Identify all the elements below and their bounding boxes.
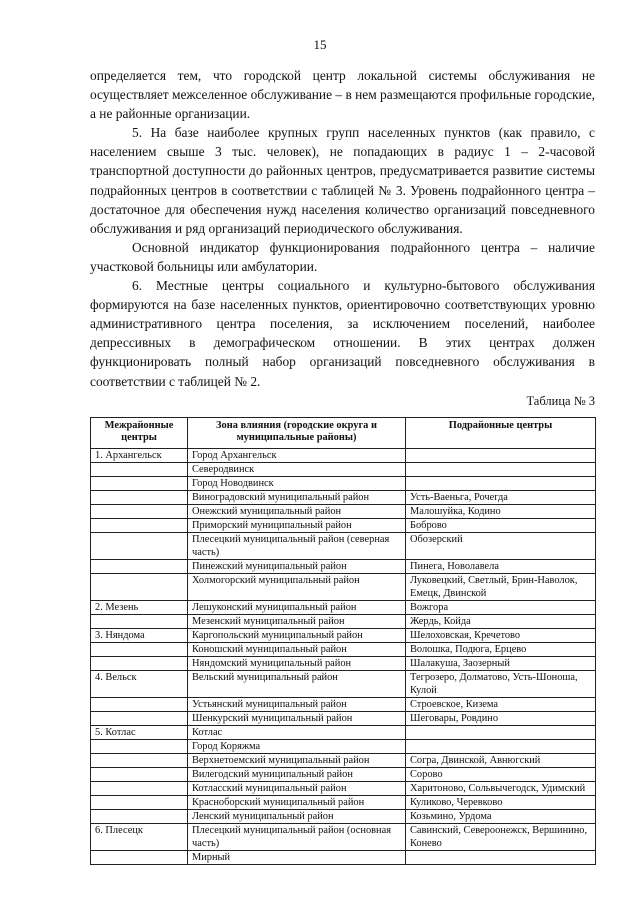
cell-center (91, 559, 188, 573)
cell-subcenters (406, 476, 596, 490)
cell-subcenters (406, 739, 596, 753)
cell-zone: Пинежский муниципальный район (188, 559, 406, 573)
header-intercenters: Межрайонные центры (91, 417, 188, 448)
cell-zone: Приморский муниципальный район (188, 518, 406, 532)
cell-subcenters: Шалакуша, Заозерный (406, 656, 596, 670)
table-row (91, 614, 596, 628)
table-row (91, 504, 596, 518)
cell-center (91, 711, 188, 725)
cell-subcenters: Козьмино, Урдома (406, 809, 596, 823)
table-row (91, 697, 596, 711)
cell-zone: Лешуконский муниципальный район (188, 600, 406, 614)
cell-center: 4. Вельск (91, 670, 188, 697)
cell-subcenters (406, 448, 596, 462)
cell-subcenters: Строевское, Кизема (406, 697, 596, 711)
header-subcenters: Подрайонные центры (406, 417, 596, 448)
table-row (91, 739, 596, 753)
cell-center (91, 753, 188, 767)
cell-center: 6. Плесецк (91, 823, 188, 850)
table-row (91, 448, 596, 462)
table-row (91, 711, 596, 725)
table-row (91, 600, 596, 614)
table-body (91, 448, 596, 864)
cell-center: 1. Архангельск (91, 448, 188, 462)
table-header-row (91, 417, 596, 448)
paragraph: Основной индикатор функционирования подрайонного центра – наличие участковой больницы или амбулатории. (90, 239, 595, 274)
cell-center (91, 532, 188, 559)
cell-zone: Мезенский муниципальный район (188, 614, 406, 628)
cell-zone: Холмогорский муниципальный район (188, 573, 406, 600)
table-row (91, 725, 596, 739)
cell-center: 2. Мезень (91, 600, 188, 614)
paragraphs (90, 66, 595, 391)
table-row (91, 850, 596, 864)
cell-subcenters: Шелоховская, Кречетово (406, 628, 596, 642)
header-zone: Зона влияния (городские округа и муниципальные районы) (188, 417, 406, 448)
table-row (91, 532, 596, 559)
cell-subcenters (406, 462, 596, 476)
cell-zone: Устьянский муниципальный район (188, 697, 406, 711)
cell-zone: Город Новодвинск (188, 476, 406, 490)
page-number: 15 (313, 37, 327, 52)
cell-zone: Шенкурский муниципальный район (188, 711, 406, 725)
table-row (91, 781, 596, 795)
cell-center (91, 656, 188, 670)
cell-center (91, 573, 188, 600)
cell-center (91, 850, 188, 864)
cell-subcenters: Куликово, Черевково (406, 795, 596, 809)
cell-subcenters: Савинский, Североонежск, Вершинино, Конево (406, 823, 596, 850)
cell-center (91, 781, 188, 795)
cell-center (91, 462, 188, 476)
cell-zone: Северодвинск (188, 462, 406, 476)
subdistrict-centers-table (90, 417, 596, 865)
cell-zone: Мирный (188, 850, 406, 864)
cell-subcenters: Вожгора (406, 600, 596, 614)
cell-zone: Онежский муниципальный район (188, 504, 406, 518)
table-row (91, 670, 596, 697)
cell-subcenters: Луковецкий, Светлый, Брин-Наволок, Емецк, Двинской (406, 573, 596, 600)
table-row (91, 767, 596, 781)
paragraph: определяется тем, что городской центр локальной системы обслуживания не осуществляет межселенное обслуживание – в нем размещаются профильные городские, а не районные организации. (90, 68, 595, 122)
cell-center (91, 490, 188, 504)
paragraph: 6. Местные центры социального и культурно-бытового обслуживания формируются на базе населенных пунктов, ориентировочно соответствующих уровню административного центра поселения, за исключением поселений, наиболее депрессивных в демографическом отношении. В этих центрах должен функционировать полный набор организаций повседневного обслуживания в соответствии с таблицей № 2. (90, 278, 595, 389)
cell-zone: Котлас (188, 725, 406, 739)
cell-subcenters: Жердь, Койда (406, 614, 596, 628)
cell-center (91, 697, 188, 711)
table-row (91, 656, 596, 670)
cell-subcenters (406, 850, 596, 864)
table-row (91, 518, 596, 532)
cell-subcenters: Шеговары, Ровдино (406, 711, 596, 725)
cell-center (91, 809, 188, 823)
cell-center (91, 504, 188, 518)
cell-center: 5. Котлас (91, 725, 188, 739)
table-row (91, 490, 596, 504)
cell-subcenters: Усть-Ваеньга, Рочегда (406, 490, 596, 504)
cell-subcenters: Боброво (406, 518, 596, 532)
table-row (91, 823, 596, 850)
cell-center: 3. Няндома (91, 628, 188, 642)
cell-center (91, 767, 188, 781)
table-caption: Таблица № 3 (526, 393, 595, 408)
cell-subcenters: Согра, Двинской, Авнюгский (406, 753, 596, 767)
cell-subcenters: Тегрозеро, Долматово, Усть-Шоноша, Кулой (406, 670, 596, 697)
document-body (90, 66, 595, 865)
table-row (91, 573, 596, 600)
table-row (91, 753, 596, 767)
cell-zone: Плесецкий муниципальный район (основная часть) (188, 823, 406, 850)
cell-subcenters: Пинега, Новолавела (406, 559, 596, 573)
cell-zone: Коношский муниципальный район (188, 642, 406, 656)
table-row (91, 559, 596, 573)
cell-subcenters: Обозерский (406, 532, 596, 559)
cell-center (91, 518, 188, 532)
table-row (91, 476, 596, 490)
table-row (91, 628, 596, 642)
cell-center (91, 795, 188, 809)
cell-zone: Виноградовский муниципальный район (188, 490, 406, 504)
cell-subcenters: Сорово (406, 767, 596, 781)
cell-subcenters: Харитоново, Сольвычегодск, Удимский (406, 781, 596, 795)
cell-subcenters: Малошуйка, Кодино (406, 504, 596, 518)
cell-zone: Город Коряжма (188, 739, 406, 753)
cell-zone: Вельский муниципальный район (188, 670, 406, 697)
cell-center (91, 642, 188, 656)
table-row (91, 809, 596, 823)
cell-center (91, 739, 188, 753)
cell-zone: Город Архангельск (188, 448, 406, 462)
cell-center (91, 476, 188, 490)
cell-zone: Красноборский муниципальный район (188, 795, 406, 809)
cell-zone: Котласский муниципальный район (188, 781, 406, 795)
table-row (91, 795, 596, 809)
table-row (91, 462, 596, 476)
cell-subcenters: Волошка, Подюга, Ерцево (406, 642, 596, 656)
cell-zone: Верхнетоемский муниципальный район (188, 753, 406, 767)
cell-zone: Вилегодский муниципальный район (188, 767, 406, 781)
cell-zone: Плесецкий муниципальный район (северная часть) (188, 532, 406, 559)
cell-zone: Няндомский муниципальный район (188, 656, 406, 670)
cell-zone: Ленский муниципальный район (188, 809, 406, 823)
cell-subcenters (406, 725, 596, 739)
table-row (91, 642, 596, 656)
paragraph: 5. На базе наиболее крупных групп населенных пунктов (как правило, с населением свыше 3 тыс. человек), не попадающих в радиус 1 – 2-часовой транспортной доступности до районных центров, предусматривается развитие системы подрайонных центров в соответствии с таблицей № 3. Уровень подрайонного центра – достаточное для обеспечения нужд населения количество организаций повседневного обслуживания и ряд организаций периодического обслуживания. (90, 125, 595, 236)
cell-center (91, 614, 188, 628)
cell-zone: Каргопольский муниципальный район (188, 628, 406, 642)
